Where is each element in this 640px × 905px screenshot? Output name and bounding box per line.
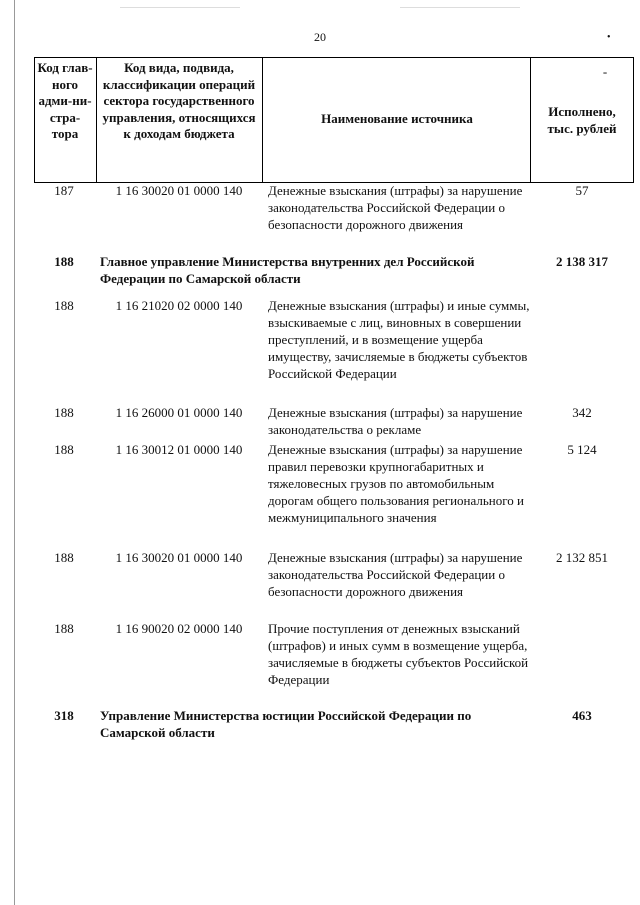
row-amount: 2 132 851 bbox=[556, 550, 608, 565]
header-left-border bbox=[34, 57, 35, 183]
row-admin-code: 188 bbox=[54, 550, 74, 565]
header-right-border bbox=[633, 57, 634, 183]
row-admin-code: 188 bbox=[54, 405, 74, 420]
org-name: Главное управление Министерства внутренних дел Российской Федерации по Самарской области bbox=[100, 254, 475, 286]
org-admin-code: 318 bbox=[54, 708, 74, 723]
row-classification-code: 1 16 30012 01 0000 140 bbox=[115, 442, 243, 457]
header-divider-2 bbox=[262, 57, 263, 183]
row-source-name: Денежные взыскания (штрафы) за нарушение законодательства о рекламе bbox=[268, 405, 523, 437]
header-classification-code: Код вида, подвида, классификации операций сектора государственного управления, относящихся к доходам бюджета bbox=[102, 60, 256, 141]
row-source-name: Денежные взыскания (штрафы) и иные суммы, взыскиваемые с лиц, виновных в совершении преступлений, и в возмещение ущерба имуществу, зачисляемые в бюджеты субъектов Российской Федерации bbox=[268, 298, 530, 381]
row-amount: 5 124 bbox=[567, 442, 597, 457]
row-admin-code: 188 bbox=[54, 442, 74, 457]
header-source-name: Наименование источника bbox=[321, 111, 473, 126]
page-number: 20 bbox=[314, 30, 326, 44]
row-classification-code: 1 16 90020 02 0000 140 bbox=[115, 621, 243, 636]
header-executed-amount: Исполнено, тыс. рублей bbox=[547, 104, 617, 136]
row-amount: 57 bbox=[575, 183, 589, 198]
scan-edge-line bbox=[14, 0, 15, 905]
row-source-name: Прочие поступления от денежных взысканий (штрафов) и иных сумм в возмещение ущерба, зачисляемые в бюджеты субъектов Российской Федерации bbox=[268, 621, 529, 687]
header-mark: - bbox=[602, 64, 608, 79]
header-divider-1 bbox=[96, 57, 97, 183]
row-classification-code: 1 16 30020 01 0000 140 bbox=[115, 183, 243, 198]
page-mark: • bbox=[607, 32, 611, 43]
row-admin-code: 188 bbox=[54, 298, 74, 313]
header-divider-3 bbox=[530, 57, 531, 183]
row-admin-code: 187 bbox=[54, 183, 74, 198]
org-amount: 2 138 317 bbox=[556, 254, 608, 269]
row-admin-code: 188 bbox=[54, 621, 74, 636]
row-source-name: Денежные взыскания (штрафы) за нарушение законодательства Российской Федерации о безопасности дорожного движения bbox=[268, 183, 523, 232]
row-source-name: Денежные взыскания (штрафы) за нарушение законодательства Российской Федерации о безопасности дорожного движения bbox=[268, 550, 523, 599]
header-top-border bbox=[34, 57, 634, 58]
org-admin-code: 188 bbox=[54, 254, 74, 269]
scan-artifact-line bbox=[120, 7, 240, 8]
row-amount: 342 bbox=[572, 405, 592, 420]
row-classification-code: 1 16 30020 01 0000 140 bbox=[115, 550, 243, 565]
org-amount: 463 bbox=[572, 708, 592, 723]
scan-artifact-line bbox=[400, 7, 520, 8]
row-classification-code: 1 16 21020 02 0000 140 bbox=[115, 298, 243, 313]
row-source-name: Денежные взыскания (штрафы) за нарушение правил перевозки крупногабаритных и тяжеловесных грузов по автомобильным дорогам общего пользования регионального и межмуниципального значения bbox=[268, 442, 524, 525]
org-name: Управление Министерства юстиции Российской Федерации по Самарской области bbox=[100, 708, 472, 740]
header-admin-code: Код глав-ного адми-ни-стра-тора bbox=[37, 60, 93, 141]
row-classification-code: 1 16 26000 01 0000 140 bbox=[115, 405, 243, 420]
